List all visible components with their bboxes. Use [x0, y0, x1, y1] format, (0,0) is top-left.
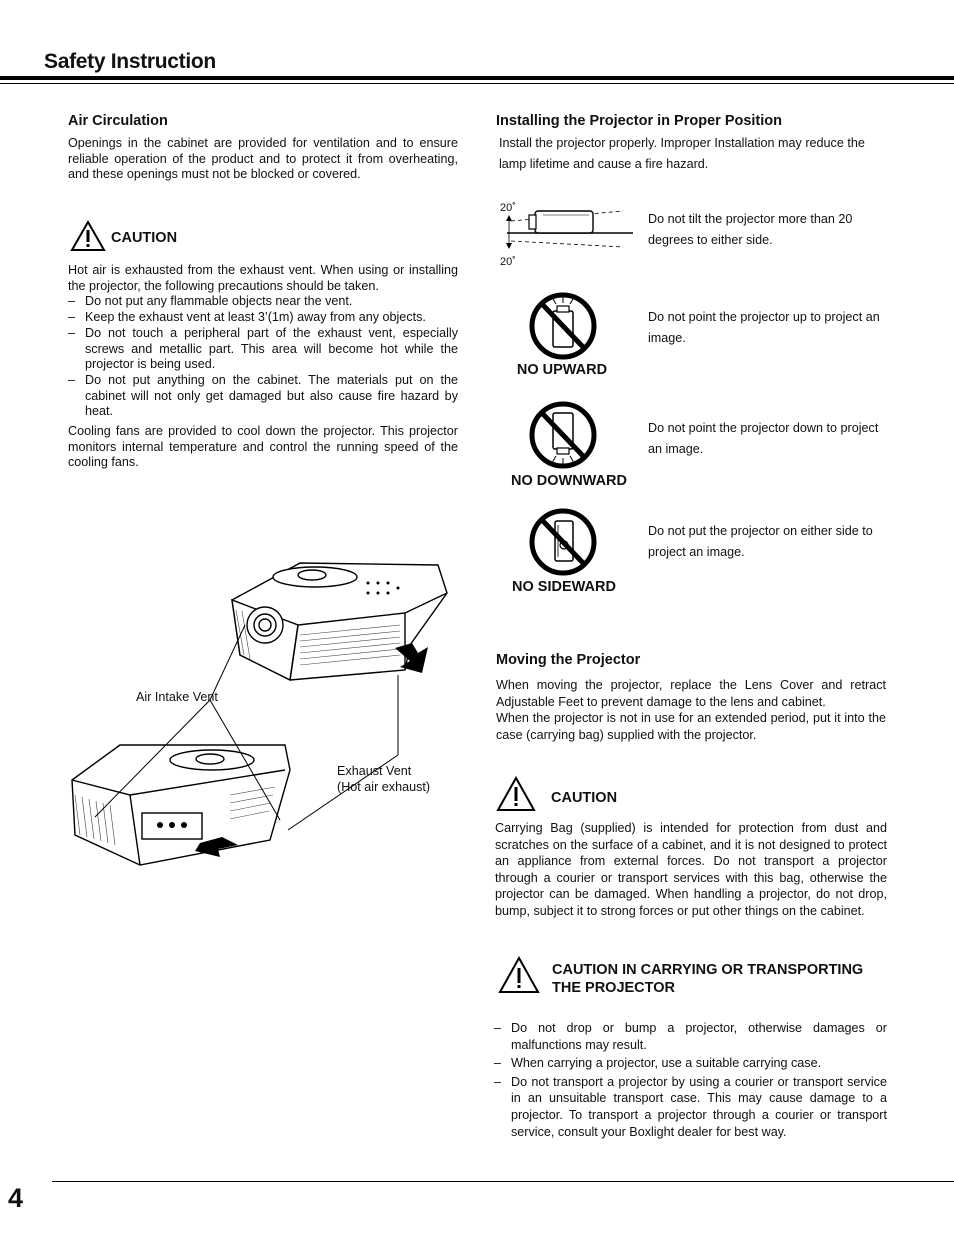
caution3-list: [494, 1020, 887, 1140]
caution3-heading-line1: CAUTION IN CARRYING OR TRANSPORTING: [552, 962, 864, 978]
caution-outro: Cooling fans are provided to cool down the projector. This projector monitors internal temperature and control the running speed of the cooling fans.: [68, 424, 458, 470]
caution3-heading-line2: THE PROJECTOR: [552, 980, 676, 996]
footer-rule: [52, 1181, 954, 1182]
caution2-body: Carrying Bag (supplied) is intended for protection from dust and scratches on the surface of a cabinet, and it is not designed to protect an appliance from external forces. Do not transport a projector through a courier or transport services with this bag, otherwise the projector can be damaged. When handling a projector, do not drop, bump, subject it to strong forces or put other things on the cabinet.: [495, 821, 887, 918]
moving-body: [496, 677, 886, 743]
no-sideward-note: Do not put the projector on either side to project an image.: [648, 524, 873, 559]
moving-body-2: When the projector is not in use for an extended period, put it into the case (carrying bag) supplied with the projector.: [496, 711, 886, 742]
no-upward-icon: [528, 291, 598, 361]
exhaust-label-line2: (Hot air exhaust): [337, 780, 431, 794]
list-item: – Do not drop or bump a projector, otherwise damages or malfunctions may result.: [494, 1020, 887, 1053]
no-sideward-icon: [528, 507, 598, 577]
caution-intro: Hot air is exhausted from the exhaust vent. When using or installing the projector, the following precautions should be taken.: [68, 263, 458, 293]
no-downward-note: Do not point the projector down to project an image.: [648, 421, 879, 456]
list-item: – Do not put any flammable objects near the vent.: [68, 294, 458, 310]
installing-heading: Installing the Projector in Proper Position: [496, 113, 783, 129]
tilt-angle-bottom: 20˚: [500, 256, 516, 268]
list-item: – Do not put anything on the cabinet. The materials put on the cabinet will not only get damaged but also cause fire hazard by heat.: [68, 373, 458, 420]
caution-heading-2: CAUTION: [551, 790, 618, 806]
air-intake-label: Air Intake Vent: [136, 690, 218, 704]
list-item: – Do not transport a projector by using a courier or transport service in an unsuitable transport case. This may cause damage to a projector. To transport a projector through a courier or transport service, consult your Boxlight dealer for best way.: [494, 1074, 887, 1140]
list-item: – Do not touch a peripheral part of the exhaust vent, especially screws and metallic part. This area will become hot while the projector is being used.: [68, 326, 458, 373]
projector-vents-figure: [60, 555, 460, 875]
no-upward-label: NO UPWARD: [516, 362, 608, 378]
page-number: 4: [8, 1183, 24, 1213]
header-rule: [0, 76, 954, 80]
warning-icon: [70, 220, 106, 252]
no-sideward-label: NO SIDEWARD: [512, 579, 616, 595]
caution-heading: CAUTION: [111, 230, 178, 246]
no-upward-note: Do not point the projector up to project an image.: [648, 310, 880, 345]
caution3-body: [494, 1020, 887, 1140]
warning-icon: [496, 776, 536, 812]
list-item: – When carrying a projector, use a suitable carrying case.: [494, 1055, 887, 1072]
tilt-diagram: [503, 203, 635, 251]
caution-body: [68, 263, 458, 471]
warning-icon: [498, 956, 540, 994]
moving-heading: Moving the Projector: [496, 652, 641, 668]
tilt-angle-top: 20˚: [500, 202, 516, 214]
exhaust-label-line1: Exhaust Vent: [337, 764, 412, 778]
air-circulation-body: Openings in the cabinet are provided for ventilation and to ensure reliable operation of the product and to protect it from overheating, and these openings must not be blocked or covered.: [68, 136, 458, 182]
no-downward-icon: [528, 400, 598, 470]
header-rule-thin: [0, 83, 954, 84]
air-circulation-heading: Air Circulation: [68, 113, 168, 129]
list-item: – Keep the exhaust vent at least 3’(1m) away from any objects.: [68, 310, 458, 326]
no-downward-label: NO DOWNWARD: [511, 473, 627, 489]
installing-body: Install the projector properly. Improper Installation may reduce the lamp lifetime and cause a fire hazard.: [499, 136, 865, 171]
tilt-note: Do not tilt the projector more than 20 degrees to either side.: [648, 212, 853, 247]
caution-list: [68, 294, 458, 420]
moving-body-1: When moving the projector, replace the Lens Cover and retract Adjustable Feet to prevent damage to the lens and cabinet.: [496, 678, 886, 709]
page-title: Safety Instruction: [44, 50, 216, 73]
